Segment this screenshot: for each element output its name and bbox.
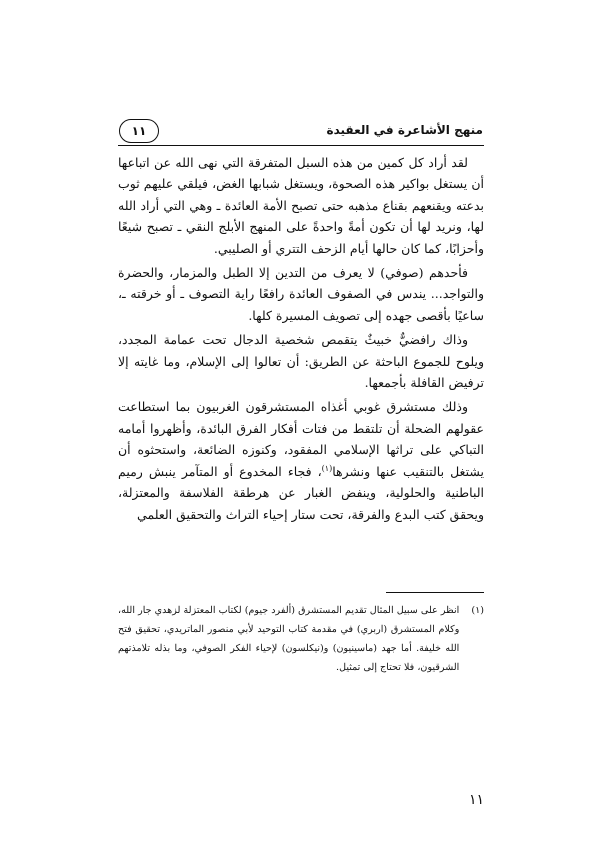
paragraph-4: [118, 396, 484, 524]
footnote-reference[interactable]: (١): [321, 463, 333, 473]
footnotes: [118, 601, 484, 677]
paragraph-4-part-2: ، فجاء المخدوع أو المتآمر ينبش رميم الباطنية والحلولية، وينفض الغبار عن هرطقة الفلاسفة والمعتزلة، ويحقق كتب البدع والفرقة، تحت ستار إحياء التراث والتحقيق العلمي: [118, 463, 484, 522]
paragraph-1: لقد أراد كل كمين من هذه السبل المتفرقة التي نهى الله عن اتباعها أن يستغل بواكير هذه الصحوة، ويستغل شبابها الغض، فيلقي عليهم ثوب بدعته ويقنعهم بقناع مذهبه حتى تصبح الأمة العائدة ـ وهي التي أراد الله لها، ونريد لها أن تكون أمةً واحدةً على المنهج الأبلج النقي ـ تصبح شيعًا وأحزابًا، كما كان حالها أيام الزحف التتري أو الصليبي.: [118, 155, 484, 256]
header-page-number: ١١: [119, 119, 159, 143]
header-divider: [118, 145, 484, 146]
footnote-divider: [386, 592, 484, 593]
footnote-marker: (١): [471, 605, 484, 616]
main-text: [118, 152, 484, 525]
paragraph-3: وذاك رافضيٌّ خبيثٌ يتقمص شخصية الدجال تحت عمامة المجدد، ويلوح للجموع الباحثة عن الطريق: أن تعالوا إلى الإسلام، وما غايته إلا ترفيض القافلة بأجمعها.: [118, 332, 484, 391]
footnote-text: انظر على سبيل المثال تقديم المستشرق (ألفرد جيوم) لكتاب المعتزلة لزهدي جار الله، وكلام المستشرق (اربري) في مقدمة كتاب التوحيد لأبي منصور الماتريدي، تحقيق فتح الله خليفة. أما جهد (ماسينيون) و(نيكلسون) لإحياء الفكر الصوفي، وما بذله تلامذتهم الشرقيون، فلا تحتاج إلى تمثيل.: [118, 605, 460, 673]
paragraph-2: فأحدهم (صوفي) لا يعرف من التدين إلا الطبل والمزمار، والحضرة والتواجد... يندس في الصفوف العائدة رافعًا راية التصوف ـ أو خرقته ـ، ساعيًا بأقصى جهده إلى تصويف المسيرة كلها.: [118, 265, 484, 323]
paragraph-4-part-1: وذلك مستشرق غوبي أغذاه المستشرقون الغربيون بما استطاعت عقولهم الضحلة أن تلتقط من فتات أفكار الفرق البائدة، وأظهروا أمامه التباكي على تراثها الإسلامي المفقود، وكنوزه الضائعة، واستحثوه أن يشتغل بالتنقيب عنها ونشرها: [118, 399, 484, 479]
running-header-title: منهج الأشاعرة في العقيدة: [326, 123, 483, 137]
footnote-item: [118, 601, 484, 677]
footer-page-number: ١١: [468, 792, 484, 808]
